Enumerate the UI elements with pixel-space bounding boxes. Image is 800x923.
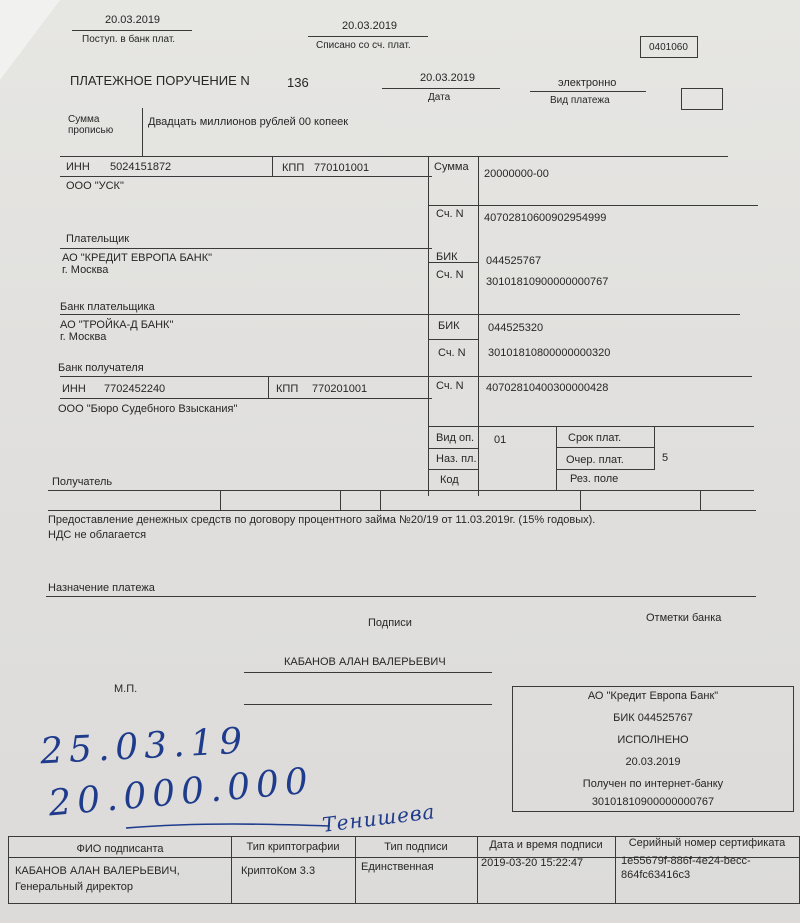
grid-line bbox=[48, 510, 756, 511]
rez-label: Рез. поле bbox=[570, 473, 619, 485]
amount-words-value: Двадцать миллионов рублей 00 копеек bbox=[148, 116, 349, 128]
grid-line bbox=[428, 156, 429, 496]
payer-label: Плательщик bbox=[66, 233, 130, 245]
purpose-label: Назначение платежа bbox=[48, 582, 155, 594]
cert-datetime: 2019-03-20 15:22:47 bbox=[481, 857, 584, 869]
certificate-table bbox=[8, 836, 800, 904]
form-code: 0401060 bbox=[649, 42, 688, 53]
payer-bank-account: 30101810900000000767 bbox=[486, 276, 609, 288]
order-date-line bbox=[382, 88, 500, 89]
sum-value: 20000000-00 bbox=[484, 168, 549, 180]
grid-line bbox=[60, 176, 432, 177]
grid-line bbox=[220, 490, 221, 510]
stamp-date: 20.03.2019 bbox=[625, 756, 681, 768]
stamp-account: 30101810900000000767 bbox=[591, 796, 715, 808]
payer-bik: 044525767 bbox=[486, 255, 542, 267]
cert-header-serial: Серийный номер сертификата bbox=[628, 837, 786, 849]
payee-account: 40702810400300000428 bbox=[486, 382, 609, 394]
grid-line bbox=[654, 426, 655, 470]
payee-inn: 7702452240 bbox=[104, 383, 166, 395]
cert-signer-line-1: КАБАНОВ АЛАН ВАЛЕРЬЕВИЧ, bbox=[15, 865, 180, 877]
payee-account-label: Сч. N bbox=[436, 380, 464, 392]
payment-type: электронно bbox=[558, 77, 617, 89]
grid-line bbox=[556, 469, 654, 470]
second-signature-line bbox=[244, 704, 492, 705]
cert-serial-line-1: 1e55679f-886f-4e24-becc- bbox=[621, 855, 751, 867]
stamp-bik: БИК 044525767 bbox=[613, 712, 693, 724]
received-date: 20.03.2019 bbox=[105, 14, 161, 26]
debited-label: Списано со сч. плат. bbox=[316, 40, 411, 51]
document-title: ПЛАТЕЖНОЕ ПОРУЧЕНИЕ N bbox=[70, 73, 250, 88]
grid-line bbox=[380, 490, 381, 510]
handwritten-date: 25.03.19 bbox=[39, 720, 250, 773]
grid-line bbox=[60, 248, 432, 249]
purpose-line bbox=[46, 596, 756, 597]
grid-line bbox=[340, 490, 341, 510]
payer-account: 40702810600902954999 bbox=[484, 212, 607, 224]
grid-line bbox=[478, 156, 479, 496]
payee-name: ООО "Бюро Судебного Взыскания" bbox=[58, 403, 238, 415]
paper-fold-corner bbox=[0, 0, 60, 80]
cert-header-sign-type: Тип подписи bbox=[384, 841, 448, 853]
grid-line bbox=[272, 156, 273, 176]
payee-bank-city: г. Москва bbox=[60, 331, 107, 343]
payer-bank-label: Банк плательщика bbox=[60, 301, 155, 313]
payee-bank-label: Банк получателя bbox=[58, 362, 144, 374]
payer-bank-city: г. Москва bbox=[62, 264, 109, 276]
received-date-line bbox=[72, 30, 192, 31]
handwritten-amount: 20.000.000 bbox=[46, 760, 316, 825]
purpose-line-1: Предоставление денежных средств по договору процентного займа №20/19 от 11.03.2019г. (15% годовых). bbox=[48, 514, 596, 526]
signatures-label: Подписи bbox=[368, 617, 412, 629]
payment-type-line bbox=[530, 91, 646, 92]
grid-line bbox=[60, 376, 752, 377]
grid-line bbox=[428, 205, 758, 206]
bank-stamp bbox=[512, 686, 794, 812]
purpose-line-2: НДС не облагается bbox=[48, 529, 147, 541]
payer-kpp-label: КПП bbox=[282, 162, 305, 174]
payer-name: ООО "УСК" bbox=[66, 180, 124, 192]
srok-label: Срок плат. bbox=[568, 432, 622, 444]
payer-kpp: 770101001 bbox=[314, 162, 370, 174]
payer-inn: 5024151872 bbox=[110, 161, 172, 173]
grid-line bbox=[428, 426, 754, 427]
payment-type-label: Вид платежа bbox=[550, 95, 610, 106]
vid-op-label: Вид оп. bbox=[436, 432, 475, 444]
payee-bank-name: АО "ТРОЙКА-Д БАНК" bbox=[60, 319, 174, 331]
payee-bank-account-label: Сч. N bbox=[438, 347, 466, 359]
cert-sign-type: Единственная bbox=[361, 861, 434, 873]
payee-kpp-label: КПП bbox=[276, 383, 299, 395]
payee-kpp: 770201001 bbox=[312, 383, 368, 395]
payer-bank-account-label: Сч. N bbox=[436, 269, 464, 281]
cert-serial-line-2: 864fc63416c3 bbox=[621, 869, 691, 881]
stamp-channel: Получен по интернет-банку bbox=[582, 778, 724, 790]
signer-line bbox=[244, 672, 492, 673]
cert-crypto: КриптоКом 3.3 bbox=[241, 865, 316, 877]
grid-line bbox=[428, 448, 478, 449]
cert-header-signer: ФИО подписанта bbox=[76, 843, 164, 855]
grid-line bbox=[556, 447, 654, 448]
payee-bank-account: 30101810800000000320 bbox=[488, 347, 611, 359]
cert-signer-line-2: Генеральный директор bbox=[15, 881, 133, 893]
order-date-label: Дата bbox=[428, 92, 451, 103]
amount-words-label-1: Сумма bbox=[68, 114, 100, 125]
payer-account-label: Сч. N bbox=[436, 208, 464, 220]
grid-line bbox=[268, 376, 269, 398]
grid-line bbox=[428, 469, 478, 470]
order-number: 136 bbox=[287, 75, 309, 90]
bank-marks-label: Отметки банка bbox=[646, 612, 722, 624]
ocher-value: 5 bbox=[662, 452, 669, 464]
grid-line bbox=[60, 398, 432, 399]
order-date: 20.03.2019 bbox=[420, 72, 476, 84]
payee-bik-label: БИК bbox=[438, 320, 460, 332]
payee-inn-label: ИНН bbox=[62, 383, 86, 395]
payee-bik: 044525320 bbox=[488, 322, 544, 334]
mp-label: М.П. bbox=[114, 683, 138, 695]
stamp-status: ИСПОЛНЕНО bbox=[617, 734, 689, 746]
grid-line bbox=[428, 339, 478, 340]
signer-name: КАБАНОВ АЛАН ВАЛЕРЬЕВИЧ bbox=[284, 656, 446, 668]
grid-line bbox=[700, 490, 701, 510]
grid-line bbox=[48, 490, 754, 491]
handwritten-signature: Тенишева bbox=[320, 799, 437, 837]
received-label: Поступ. в банк плат. bbox=[82, 34, 176, 45]
amount-words-divider bbox=[142, 108, 143, 156]
sum-label: Сумма bbox=[434, 161, 469, 173]
vid-op-value: 01 bbox=[494, 434, 507, 446]
grid-line bbox=[580, 490, 581, 510]
grid-line bbox=[60, 314, 740, 315]
payee-label: Получатель bbox=[52, 476, 113, 488]
naz-pl-label: Наз. пл. bbox=[436, 453, 477, 465]
payer-bik-label: БИК bbox=[436, 251, 458, 263]
debited-date: 20.03.2019 bbox=[342, 20, 398, 32]
payer-bank-name: АО "КРЕДИТ ЕВРОПА БАНК" bbox=[62, 252, 213, 264]
amount-words-label-2: прописью bbox=[68, 125, 114, 136]
grid-line bbox=[556, 426, 557, 490]
cert-header-datetime: Дата и время подписи bbox=[489, 839, 603, 851]
debited-date-line bbox=[308, 36, 428, 37]
cert-header-crypto: Тип криптографии bbox=[246, 841, 340, 853]
kod-label: Код bbox=[440, 474, 459, 486]
payer-inn-label: ИНН bbox=[66, 161, 90, 173]
grid-line bbox=[60, 156, 728, 157]
stamp-bank-name: АО "Кредит Европа Банк" bbox=[587, 690, 719, 702]
payment-code-box bbox=[681, 88, 723, 110]
ocher-label: Очер. плат. bbox=[566, 454, 624, 466]
